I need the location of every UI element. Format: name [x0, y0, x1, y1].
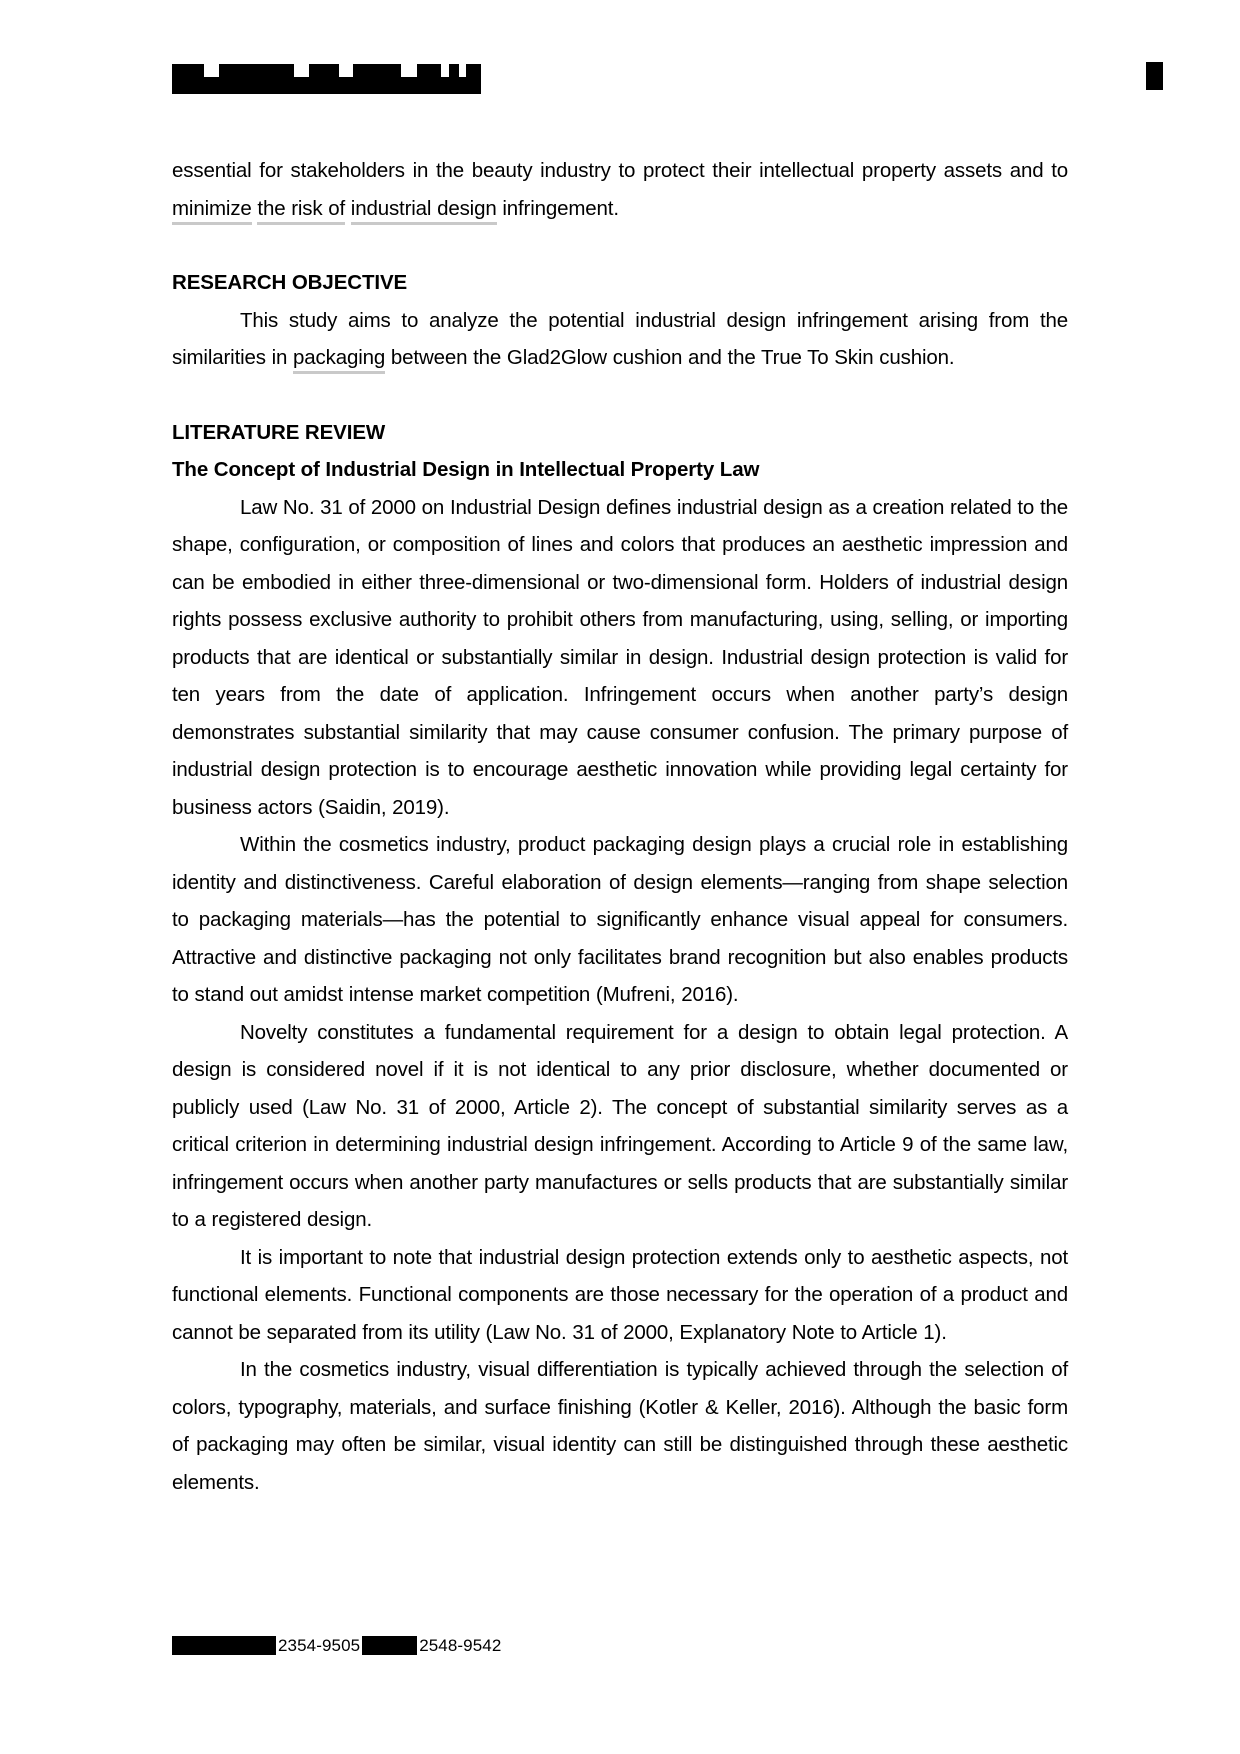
literature-paragraph-1: Law No. 31 of 2000 on Industrial Design defines industrial design as a creation related to the shape, configuration, or composition of lines and colors that produces an aesthetic impression and can be embodied in either three-dimensional or two-dimensional form. Holders of industrial design rights possess exclusive authority to prohibit others from manufacturing, using, selling, or importing products that are identical or substantially similar in design. Industrial design protection is valid for ten years from the date of application. Infringement occurs when another party’s design demonstrates substantial similarity that may cause consumer confusion. The primary purpose of industrial design protection is to encourage aesthetic innovation while providing legal certainty for business actors (Saidin, 2019).	[172, 495, 1068, 819]
heading-research-objective: RESEARCH OBJECTIVE	[172, 271, 408, 294]
heading-literature-review: LITERATURE REVIEW	[172, 420, 386, 444]
literature-paragraph-4: It is important to note that industrial design protection extends only to aesthetic aspects, not functional elements. Functional components are those necessary for the operation of a product and cannot be separated from its utility (Law No. 31 of 2000, Explanatory Note to Article 1).	[172, 1245, 1068, 1344]
page-footer	[172, 1632, 503, 1658]
research-objective-paragraph: This study aims to analyze the potential industrial design infringement arising from the similarities in packaging between the Glad2Glow cushion and the True To Skin cushion.	[172, 308, 1068, 369]
header-page-number-redaction	[1146, 62, 1163, 90]
footer-issn-online: 2548-9542	[419, 1635, 502, 1655]
header-journal-title-redaction	[172, 64, 481, 94]
footer-publisher-redaction	[172, 1636, 276, 1655]
subheading-industrial-design-concept: The Concept of Industrial Design in Intellectual Property Law	[172, 458, 760, 481]
continued-paragraph: essential for stakeholders in the beauty industry to protect their intellectual property assets and to minimize the risk of industrial design infringement.	[172, 159, 1068, 220]
running-header	[0, 58, 1240, 94]
footer-issn-print: 2354-9505	[278, 1635, 361, 1655]
footer-issn-separator-redaction	[362, 1636, 417, 1655]
page-content	[172, 152, 1068, 1501]
literature-paragraph-3: Novelty constitutes a fundamental requirement for a design to obtain legal protection. A design is considered novel if it is not identical to any prior disclosure, whether documented or publicly used (Law No. 31 of 2000, Article 2). The concept of substantial similarity serves as a critical criterion in determining industrial design infringement. According to Article 9 of the same law, infringement occurs when another party manufactures or sells products that are substantially similar to a registered design.	[172, 1020, 1068, 1231]
literature-paragraph-2: Within the cosmetics industry, product packaging design plays a crucial role in establishing identity and distinctiveness. Careful elaboration of design elements—ranging from shape selection to packaging materials—has the potential to significantly enhance visual appeal for consumers. Attractive and distinctive packaging not only facilitates brand recognition but also enables products to stand out amidst intense market competition (Mufreni, 2016).	[172, 833, 1068, 1006]
literature-paragraph-5: In the cosmetics industry, visual differentiation is typically achieved through the selection of colors, typography, materials, and surface finishing (Kotler & Keller, 2016). Although the basic form of packaging may often be similar, visual identity can still be distinguished through these aesthetic elements.	[172, 1358, 1068, 1494]
